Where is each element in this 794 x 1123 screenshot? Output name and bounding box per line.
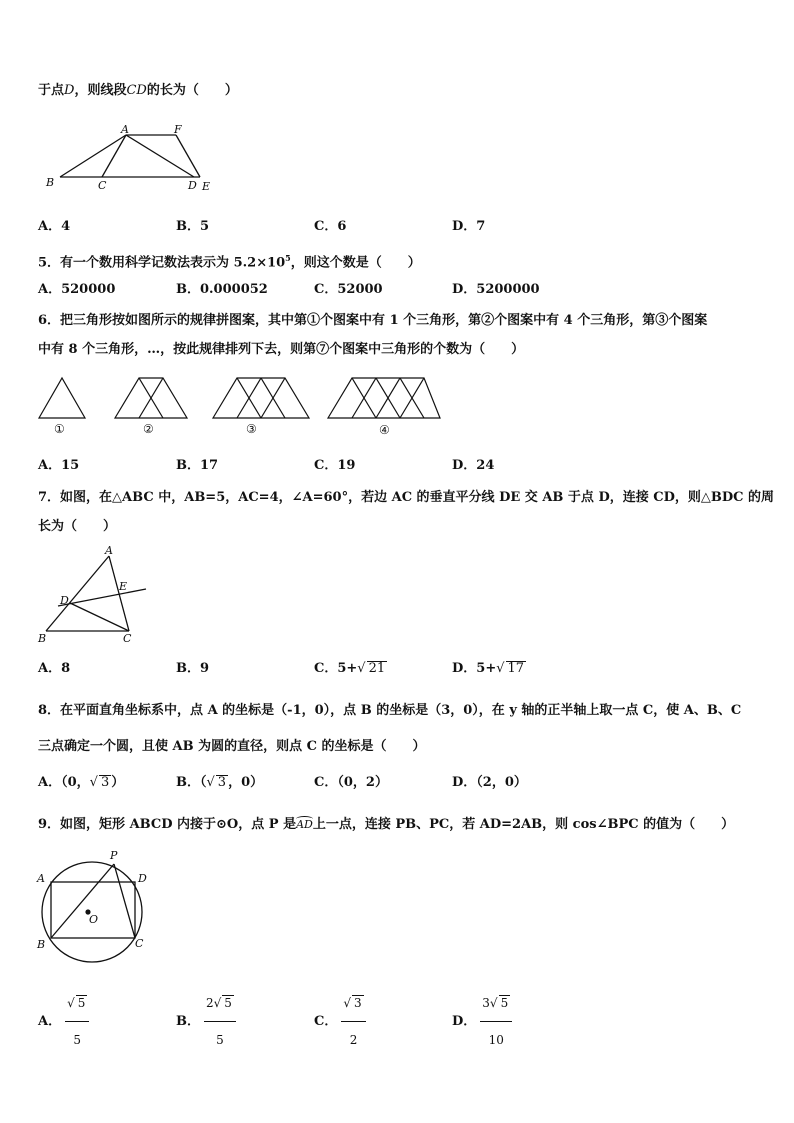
q6-option-c[interactable]: C．19 bbox=[314, 458, 356, 473]
q9-stem bbox=[38, 816, 734, 834]
q8-option-c[interactable]: C．（0，2） bbox=[314, 775, 388, 790]
q7-label-d: D bbox=[60, 594, 69, 607]
q5-option-b[interactable]: B．0.000052 bbox=[176, 282, 268, 297]
q4-label-f: F bbox=[174, 123, 182, 136]
q9-option-c-letter: C． bbox=[314, 1014, 338, 1029]
q8-stem-line1: 8．在平面直角坐标系中，点 A 的坐标是（-1，0），点 B 的坐标是（3，0），在 y 轴的正半轴上取一点 C，使 A、B、C bbox=[38, 703, 742, 718]
q7-label-b: B bbox=[38, 632, 47, 645]
q9-option-a-letter: A． bbox=[38, 1014, 62, 1029]
q7-option-c[interactable]: C．5+√ 21 bbox=[314, 661, 386, 676]
q4-option-b[interactable]: B．5 bbox=[176, 219, 210, 234]
q8-option-b-suffix: ，0） bbox=[228, 775, 264, 790]
q9-option-d[interactable] bbox=[452, 985, 512, 1058]
q6-label-4: ④ bbox=[379, 423, 390, 437]
q5-stem-b: ，则这个数是（ ） bbox=[290, 255, 421, 271]
q9-option-c-radicand: 3 bbox=[354, 996, 362, 1010]
q5-option-a[interactable]: A．520000 bbox=[38, 282, 116, 297]
q4-label-e: E bbox=[202, 180, 211, 193]
q9-option-b-fraction: $\frac{2√ 5}{5}$ bbox=[204, 985, 236, 1058]
q8-option-d[interactable]: D．（2，0） bbox=[452, 775, 527, 790]
q9-option-a-den: 5 bbox=[73, 1033, 82, 1047]
q9-option-b-coef: 2 bbox=[206, 996, 214, 1010]
q9-option-c[interactable] bbox=[314, 985, 366, 1058]
q6-stem-line1: 6．把三角形按如图所示的规律拼图案，其中第①个图案中有 1 个三角形，第②个图案中有 4 个三角形，第③个图案 bbox=[38, 313, 708, 328]
q4-stem-suffix: 的长为（ ） bbox=[146, 83, 238, 98]
q9-option-a[interactable] bbox=[38, 985, 89, 1058]
q6-option-b[interactable]: B．17 bbox=[176, 458, 219, 473]
q4-segment: CD bbox=[126, 83, 147, 98]
q6-label-2: ② bbox=[143, 422, 154, 436]
q9-arc-ad: AD bbox=[296, 818, 313, 831]
q8-stem-line2: 三点确定一个圆，且使 AB 为圆的直径，则点 C 的坐标是（ ） bbox=[38, 739, 426, 754]
q9-option-a-radicand: 5 bbox=[77, 996, 86, 1010]
q9-option-b-radicand: 5 bbox=[224, 996, 232, 1010]
q8-option-a[interactable]: A．（0，√ 3 ） bbox=[38, 775, 125, 790]
q4-point-d: D bbox=[64, 83, 75, 98]
q9-label-c: C bbox=[135, 937, 144, 950]
q9-stem-a: 9．如图，矩形 ABCD 内接于⊙O，点 P 是 bbox=[38, 817, 297, 832]
q7-option-d-prefix: D．5+ bbox=[452, 661, 497, 676]
q8-option-b-radicand: 3 bbox=[217, 775, 227, 790]
q5-stem bbox=[38, 249, 421, 272]
q4-label-d: D bbox=[188, 179, 197, 192]
q7-option-d[interactable]: D．5+√ 17 bbox=[452, 661, 525, 676]
q5-option-d[interactable]: D．5200000 bbox=[452, 282, 540, 297]
q8-option-a-suffix: ） bbox=[111, 775, 125, 790]
q9-option-a-fraction: $\frac{√ 5}{5}$ bbox=[65, 985, 89, 1058]
q4-label-a: A bbox=[121, 123, 129, 136]
q4-label-c: C bbox=[98, 179, 107, 192]
q7-option-c-prefix: C．5+ bbox=[314, 661, 358, 676]
q4-stem-mid: ，则线段 bbox=[74, 83, 127, 98]
q4-option-d[interactable]: D．7 bbox=[452, 219, 486, 234]
q9-label-o: O bbox=[89, 913, 99, 926]
q9-label-p: P bbox=[110, 849, 118, 862]
q9-option-c-den: 2 bbox=[349, 1033, 358, 1047]
q7-option-d-radicand: 17 bbox=[507, 661, 525, 676]
q4-stem bbox=[38, 82, 238, 100]
q4-option-c[interactable]: C．6 bbox=[314, 219, 347, 234]
q5-option-c[interactable]: C．52000 bbox=[314, 282, 383, 297]
q4-stem-prefix: 于点 bbox=[38, 83, 65, 98]
q9-option-d-den: 10 bbox=[488, 1033, 504, 1047]
q5-stem-a: 5．有一个数用科学记数法表示为 5.2×10 bbox=[38, 255, 286, 271]
q7-figure bbox=[36, 544, 148, 644]
q9-option-d-fraction: $\frac{3√ 5}{10}$ bbox=[480, 985, 512, 1058]
q6-option-d[interactable]: D．24 bbox=[452, 458, 495, 473]
q9-figure bbox=[34, 848, 158, 964]
q7-option-c-radicand: 21 bbox=[368, 661, 386, 676]
q9-option-d-coef: 3 bbox=[482, 996, 490, 1010]
q7-stem-line2: 长为（ ） bbox=[38, 519, 117, 534]
q9-option-c-fraction: $\frac{√ 3}{2}$ bbox=[341, 985, 365, 1058]
q9-label-a: A bbox=[37, 872, 45, 885]
q7-option-a[interactable]: A．8 bbox=[38, 661, 71, 676]
q8-option-b[interactable]: B．（√ 3 ，0） bbox=[176, 775, 264, 790]
q4-figure bbox=[40, 122, 220, 194]
q9-option-b-den: 5 bbox=[216, 1033, 224, 1047]
q7-stem-line1: 7．如图，在△ABC 中，AB=5，AC=4，∠A=60°，若边 AC 的垂直平分线 DE 交 AB 于点 D，连接 CD，则△BDC 的周 bbox=[38, 490, 774, 505]
q9-option-b-letter: B． bbox=[176, 1014, 200, 1029]
q8-option-a-prefix: A．（0， bbox=[38, 775, 90, 790]
q5-exponent: 5 bbox=[285, 253, 291, 263]
q6-label-1: ① bbox=[54, 422, 65, 436]
q6-label-3: ③ bbox=[246, 422, 257, 436]
q6-option-a[interactable]: A．15 bbox=[38, 458, 80, 473]
q9-option-b[interactable] bbox=[176, 985, 236, 1058]
q7-label-e: E bbox=[119, 580, 128, 593]
q4-label-b: B bbox=[46, 176, 55, 189]
q6-figure bbox=[36, 374, 448, 440]
q9-label-b: B bbox=[37, 938, 46, 951]
q9-option-d-radicand: 5 bbox=[500, 996, 509, 1010]
q9-option-d-letter: D． bbox=[452, 1014, 477, 1029]
q7-option-b[interactable]: B．9 bbox=[176, 661, 210, 676]
q7-label-c: C bbox=[123, 632, 132, 645]
q8-option-a-radicand: 3 bbox=[100, 775, 110, 790]
q9-stem-b: 上一点，连接 PB、PC，若 AD=2AB，则 cos∠BPC 的值为（ ） bbox=[312, 817, 735, 832]
q8-option-b-prefix: B．（ bbox=[176, 775, 207, 790]
q7-label-a: A bbox=[105, 544, 113, 557]
q4-option-a[interactable]: A．4 bbox=[38, 219, 71, 234]
q6-stem-line2: 中有 8 个三角形，…，按此规律排列下去，则第⑦个图案中三角形的个数为（ ） bbox=[38, 342, 525, 357]
q9-label-d: D bbox=[138, 872, 147, 885]
